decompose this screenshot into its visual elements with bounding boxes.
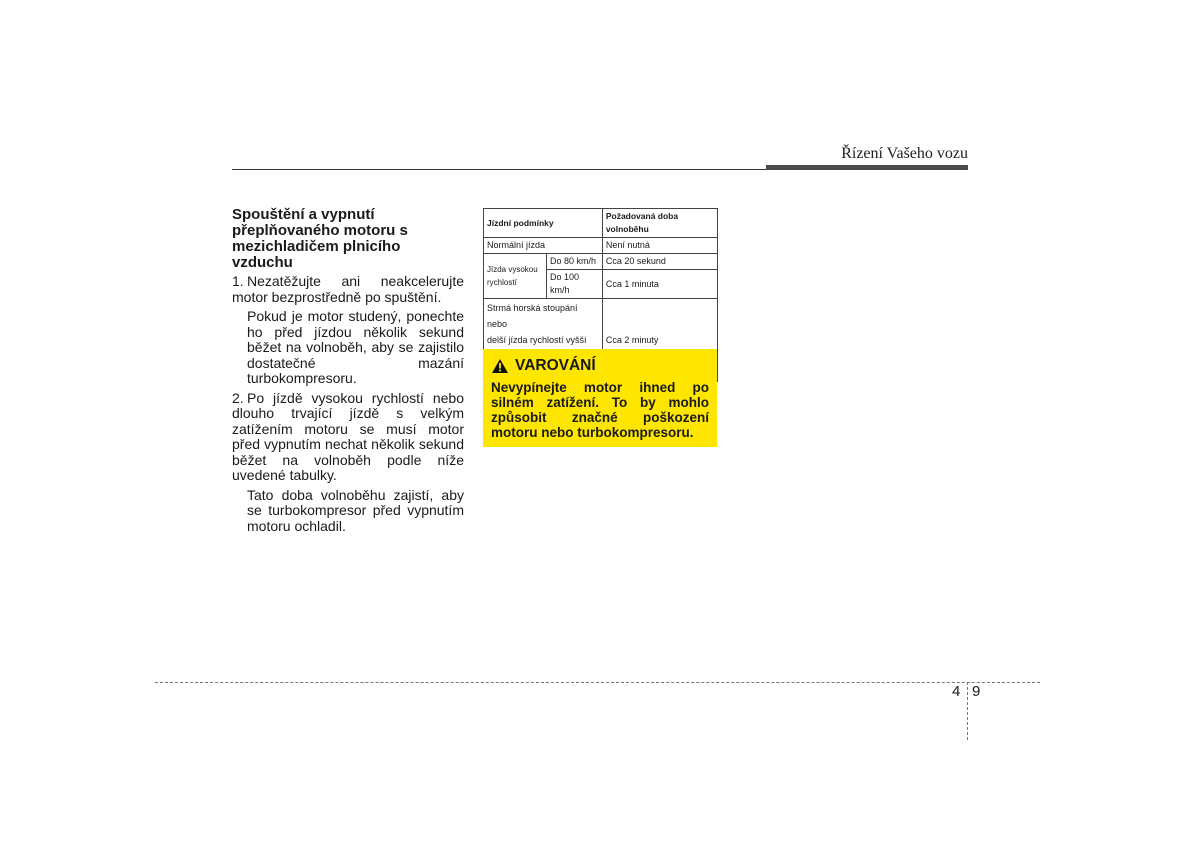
table-cell-line: rychlostí bbox=[487, 278, 517, 287]
warning-header bbox=[491, 357, 709, 375]
table-cell-line: Strmá horská stoupání nebo bbox=[487, 303, 578, 329]
footer-rule bbox=[155, 682, 1040, 683]
list-item bbox=[232, 391, 464, 484]
table-row bbox=[484, 238, 718, 254]
table-header-conditions: Jízdní podmínky bbox=[484, 209, 603, 238]
footer-divider bbox=[967, 682, 968, 740]
table-row bbox=[484, 254, 718, 270]
section-heading: Spouštění a vypnutí přeplňovaného motoru s mezichladičem plnicího vzduchu bbox=[232, 206, 408, 271]
list-item-text: Po jízdě vysokou rychlostí nebo dlouho trvající jízdě s velkým zatížením motoru se musí motor před vypnutím nechat několik sekund běžet na volnoběh podle níže uvedené tabulky. bbox=[232, 389, 464, 483]
table-cell: Cca 1 minuta bbox=[602, 270, 717, 299]
list-item-number: 2. bbox=[232, 389, 244, 406]
table-cell: Cca 2 minuty bbox=[602, 299, 717, 382]
list-item-paragraph: Tato doba volnoběhu zajistí, aby se turbokompresor před vypnutím motoru ochladil. bbox=[247, 486, 464, 534]
list-item-paragraph: Pokud je motor studený, ponechte ho před jízdou několik sekund běžet na volnoběh, aby se zajistilo dostatečné mazání turbokompresoru. bbox=[247, 308, 464, 386]
table-cell-high-speed bbox=[484, 254, 547, 299]
warning-box bbox=[483, 349, 717, 447]
table-header-idle-time: Požadovaná doba volnoběhu bbox=[602, 209, 717, 238]
table-cell-line: delší jízda rychlostí vyšší bbox=[487, 335, 587, 345]
warning-title: VAROVÁNÍ bbox=[515, 357, 596, 374]
chapter-number: 4 bbox=[952, 683, 961, 700]
list-item-number: 1. bbox=[232, 273, 244, 289]
table-cell: Cca 20 sekund bbox=[602, 254, 717, 270]
table-cell: Do 80 km/h bbox=[547, 254, 603, 270]
header-rule-accent bbox=[766, 165, 968, 170]
list-item-text: Nezatěžujte ani neakcelerujte motor bezprostředně po spuštění. bbox=[232, 273, 464, 305]
list-item bbox=[232, 274, 464, 305]
table-cell: Není nutná bbox=[602, 238, 717, 254]
section-header-title: Řízení Vašeho vozu bbox=[841, 145, 968, 162]
warning-text: Nevypínejte motor ihned po silném zatížení. To by mohlo způsobit značné poškození motoru nebo turbokompresoru. bbox=[491, 380, 709, 440]
warning-triangle-icon bbox=[491, 358, 509, 374]
table-cell-line: Jízda vysokou bbox=[487, 265, 538, 274]
page-number: 9 bbox=[972, 683, 981, 700]
table-cell: Do 100 km/h bbox=[547, 270, 603, 299]
main-text-column bbox=[232, 207, 464, 534]
table-cell: Normální jízda bbox=[484, 238, 603, 254]
